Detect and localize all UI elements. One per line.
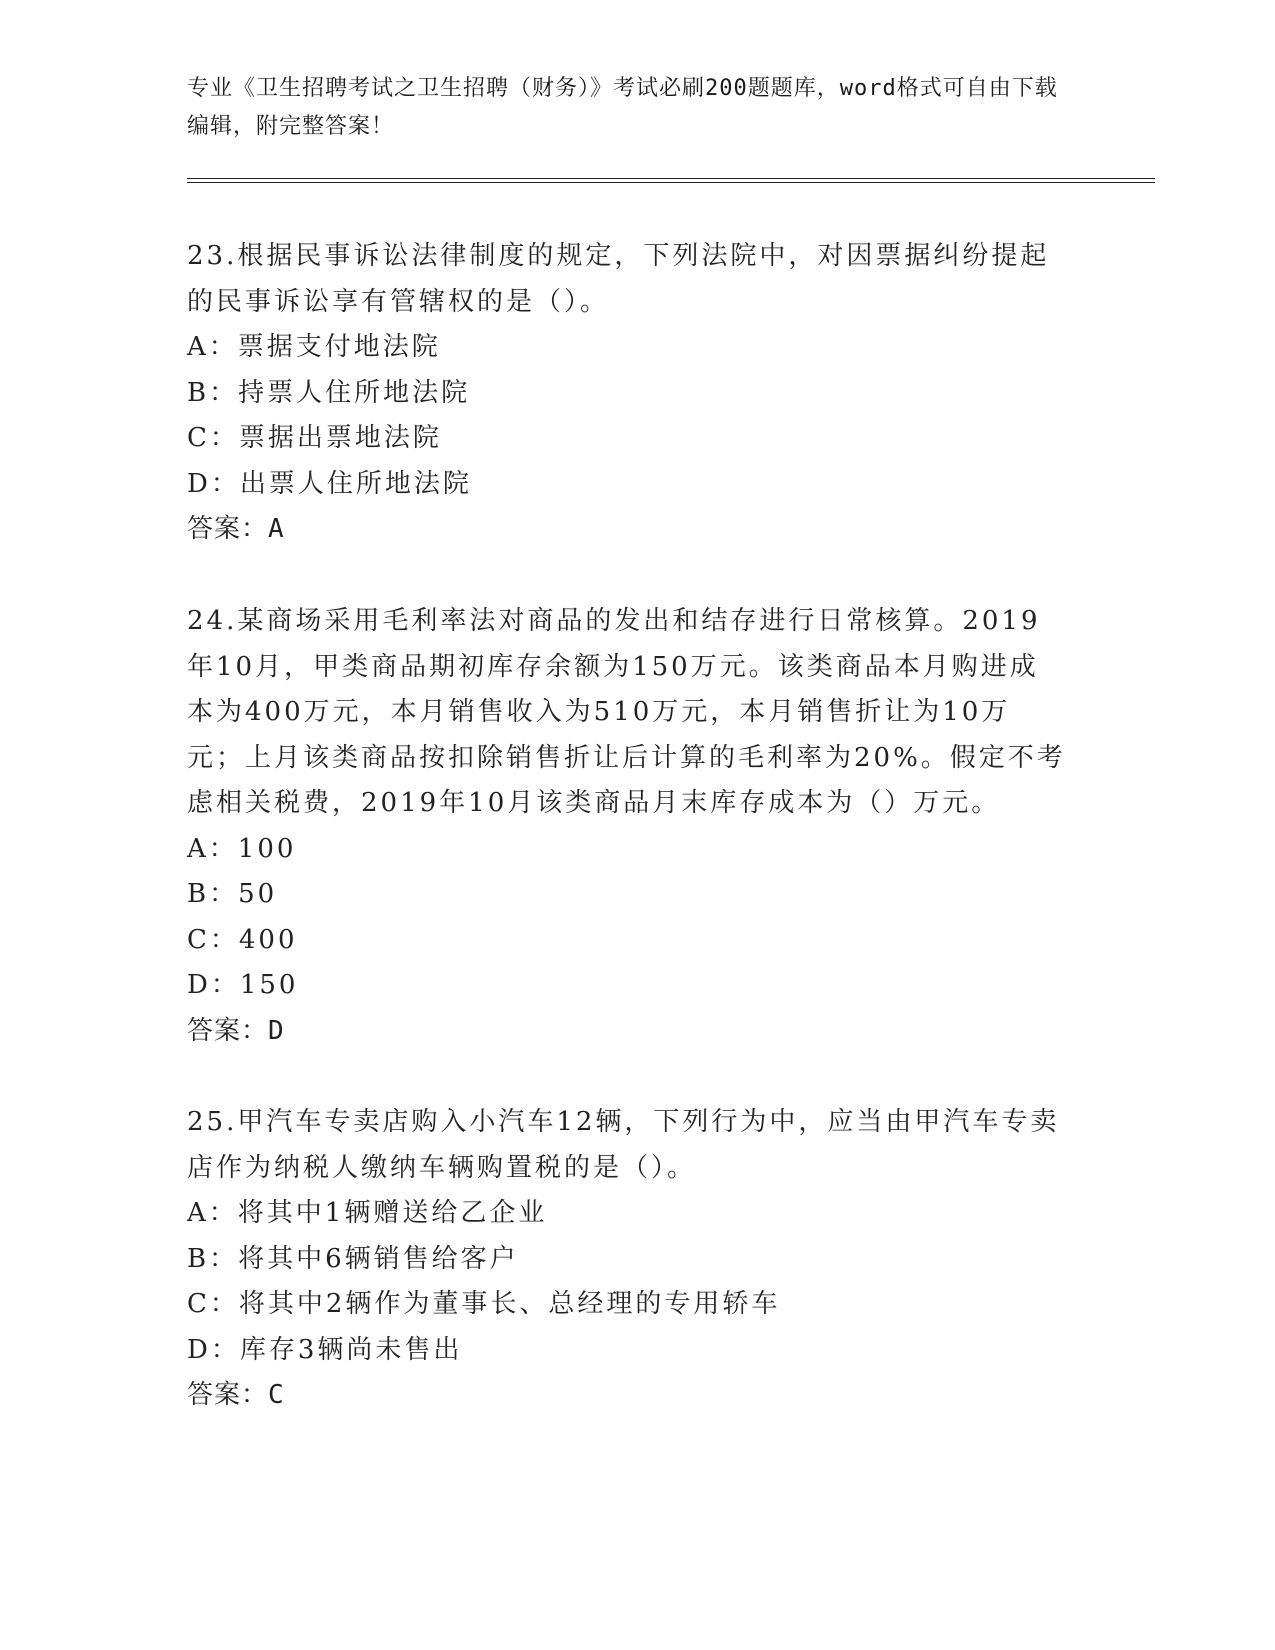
answer-line: 答案：A [187,514,285,544]
question-text: 24.某商场采用毛利率法对商品的发出和结存进行日常核算。2019年10月，甲类商品期初库存余额为150万元。该类商品本月购进成本为400万元，本月销售收入为510万元，本月销售折让为10万元；上月该类商品按扣除销售折让后计算的毛利率为20%。假定不考虑相关税费，2019年10月该类商品月末库存成本为（）万元。 [187,606,1066,818]
document-header: 专业《卫生招聘考试之卫生招聘（财务）》考试必刷200题题库，word格式可自由下载编辑，附完整答案！ [187,76,1058,139]
option-d: D：150 [187,970,299,1000]
option-a: A：100 [187,833,297,864]
option-a: A：将其中1辆赠送给乙企业 [187,1198,548,1228]
question-text: 25.甲汽车专卖店购入小汽车12辆，下列行为中，应当由甲汽车专卖店作为纳税人缴纳车辆购置税的是（）。 [187,1107,1060,1183]
option-list [187,325,1067,507]
answer-line: 答案：D [187,1015,285,1046]
question-block [187,1100,1067,1419]
answer-line: 答案：C [187,1380,285,1410]
option-list [187,827,1067,1009]
question-text: 23.根据民事诉讼法律制度的规定，下列法院中，对因票据纠纷提起的民事诉讼享有管辖权的是（）。 [187,241,1050,317]
option-b: B：将其中6辆销售给客户 [187,1243,519,1274]
option-b: B：持票人住所地法院 [187,377,471,408]
option-a: A：票据支付地法院 [187,332,441,362]
option-d: D：库存3辆尚未售出 [187,1334,463,1365]
option-c: C：400 [187,924,298,955]
option-c: C：将其中2辆作为董事长、总经理的专用轿车 [187,1289,781,1319]
question-block [187,234,1067,553]
option-d: D：出票人住所地法院 [187,468,472,499]
option-list [187,1191,1067,1373]
question-block [187,599,1067,1054]
option-c: C：票据出票地法院 [187,423,442,453]
header-divider [187,178,1155,183]
option-b: B：50 [187,879,278,909]
